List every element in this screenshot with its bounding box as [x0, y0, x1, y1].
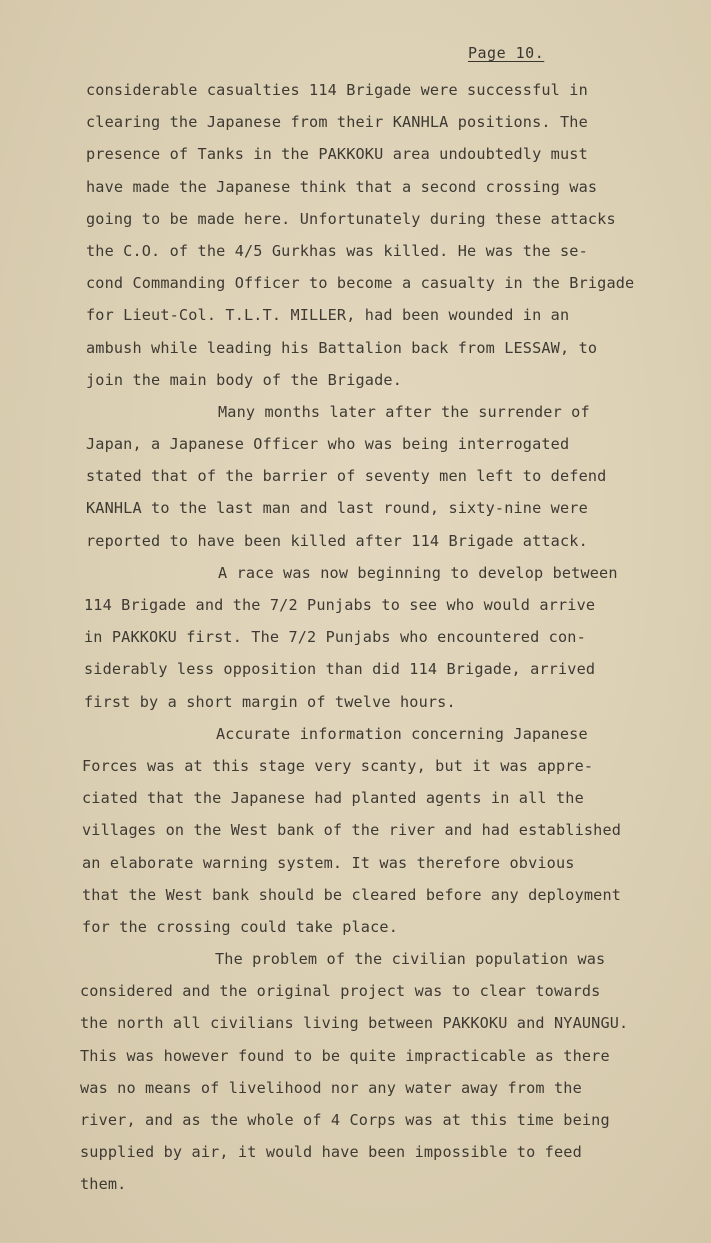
- body-text: [0, 74, 711, 1201]
- text-line: stated that of the barrier of seventy men left to defend: [86, 467, 607, 486]
- text-line: The problem of the civilian population was: [215, 950, 606, 969]
- text-line: A race was now beginning to develop between: [218, 563, 618, 582]
- text-line: was no means of livelihood nor any water away from the: [80, 1078, 582, 1097]
- text-line: join the main body of the Brigade.: [86, 370, 402, 389]
- text-line: Many months later after the surrender of: [218, 402, 590, 421]
- text-line: the north all civilians living between PAKKOKU and NYAUNGU.: [80, 1014, 629, 1033]
- text-line: that the West bank should be cleared before any deployment: [82, 885, 622, 904]
- text-line: for Lieut-Col. T.L.T. MILLER, had been wounded in an: [86, 306, 570, 325]
- text-line: an elaborate warning system. It was therefore obvious: [82, 853, 575, 872]
- text-line: KANHLA to the last man and last round, sixty-nine were: [86, 499, 588, 518]
- text-line: cond Commanding Officer to become a casualty in the Brigade: [86, 274, 635, 293]
- text-line: This was however found to be quite impracticable as there: [80, 1046, 610, 1065]
- page-number: Page 10.: [468, 44, 545, 62]
- text-line: villages on the West bank of the river and had established: [82, 821, 622, 840]
- text-line: 114 Brigade and the 7/2 Punjabs to see who would arrive: [84, 596, 596, 614]
- text-line: considerable casualties 114 Brigade were successful in: [86, 81, 588, 99]
- text-line: reported to have been killed after 114 Brigade attack.: [86, 531, 588, 550]
- text-line: clearing the Japanese from their KANHLA positions. The: [86, 113, 588, 132]
- text-line: have made the Japanese think that a second crossing was: [86, 177, 598, 196]
- text-line: ciated that the Japanese had planted agents in all the: [82, 789, 584, 808]
- text-line: Japan, a Japanese Officer who was being interrogated: [86, 435, 570, 454]
- text-line: them.: [80, 1175, 127, 1194]
- text-line: ambush while leading his Battalion back from LESSAW, to: [86, 338, 598, 357]
- text-line: supplied by air, it would have been impossible to feed: [80, 1143, 582, 1162]
- text-line: in PAKKOKU first. The 7/2 Punjabs who encountered con-: [84, 628, 586, 647]
- text-line: Accurate information concerning Japanese: [216, 724, 588, 743]
- text-line: considered and the original project was to clear towards: [80, 982, 601, 1001]
- text-line: going to be made here. Unfortunately during these attacks: [86, 209, 616, 228]
- text-line: siderably less opposition than did 114 Brigade, arrived: [84, 660, 596, 679]
- text-line: Forces was at this stage very scanty, but it was appre-: [82, 756, 594, 775]
- text-line: presence of Tanks in the PAKKOKU area undoubtedly must: [86, 145, 588, 164]
- text-line: first by a short margin of twelve hours.: [84, 692, 456, 711]
- text-line: the C.O. of the 4/5 Gurkhas was killed. He was the se-: [86, 241, 588, 260]
- text-line: for the crossing could take place.: [82, 917, 398, 936]
- text-line: river, and as the whole of 4 Corps was at this time being: [80, 1111, 610, 1129]
